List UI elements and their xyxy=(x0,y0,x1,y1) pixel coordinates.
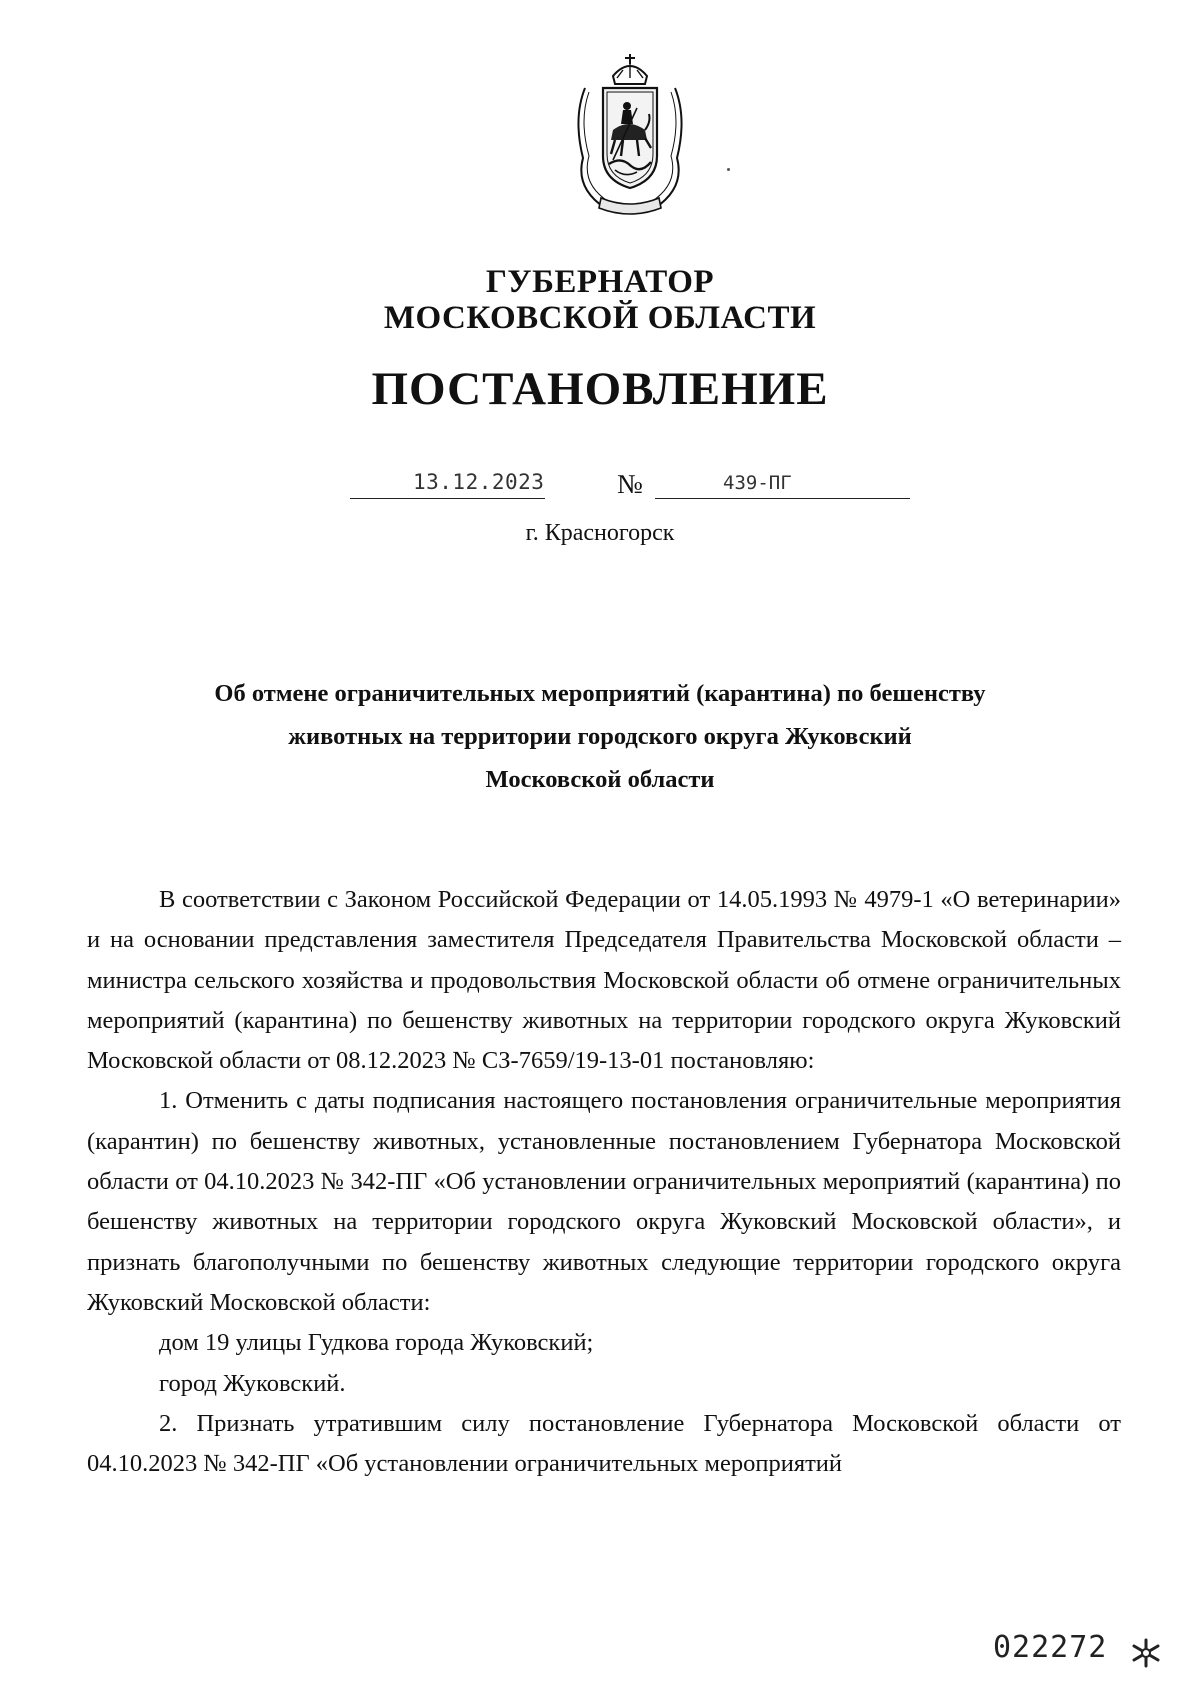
date-underline xyxy=(350,498,545,499)
document-body xyxy=(87,880,1121,1484)
item-1-paragraph: 1. Отменить с даты подписания настоящего постановления ограничительные мероприятия (карантин) по бешенству животных, установленные постановлением Губернатора Московской области от 04.10.2023 № 342-ПГ «Об установлении ограничительных мероприятий (карантина) по бешенству животных на территории городского округа Жуковский Московской области», и признать благополучными по бешенству животных следующие территории городского округа Жуковский Московской области: xyxy=(87,1087,1121,1316)
preamble-paragraph: В соответствии с Законом Российской Федерации от 14.05.1993 № 4979-1 «О ветеринарии» и на основании представления заместителя Председателя Правительства Московской области – министра сельского хозяйства и продовольствия Московской области об отмене ограничительных мероприятий (карантина) по бешенству животных на территории городского округа Жуковский Московской области от 08.12.2023 № СЗ-7659/19-13-01 постановляю: xyxy=(87,886,1121,1075)
document-type-title: ПОСТАНОВЛЕНИЕ xyxy=(371,363,829,415)
territory-list-item: город Жуковский. xyxy=(159,1369,346,1397)
document-date: 13.12.2023 xyxy=(413,470,545,494)
subject-line: Московской области xyxy=(485,766,715,793)
subject-line: Об отмене ограничительных мероприятий (карантина) по бешенству xyxy=(214,680,986,707)
moscow-oblast-coat-of-arms-emblem xyxy=(565,48,695,218)
document-subject xyxy=(140,672,1060,801)
authority-title-line1: ГУБЕРНАТОР xyxy=(485,264,715,300)
item-2-paragraph: 2. Признать утратившим силу постановление Губернатора Московской области от 04.10.2023 № 342-ПГ «Об установлении ограничительных мероприятий xyxy=(87,1409,1121,1478)
territory-list-item: дом 19 улицы Гудкова города Жуковский; xyxy=(159,1329,594,1357)
form-serial-number: 022272 xyxy=(993,1630,1108,1665)
authority-title-line2: МОСКОВСКОЙ ОБЛАСТИ xyxy=(383,300,817,336)
city-of-issue: г. Красногорск xyxy=(525,520,675,546)
number-sign: № xyxy=(617,469,643,499)
document-number: 439-ПГ xyxy=(723,472,792,494)
subject-line: животных на территории городского округа Жуковский xyxy=(288,723,912,750)
scan-speck xyxy=(727,168,730,171)
number-underline xyxy=(655,498,910,499)
asterisk-mark-icon xyxy=(1130,1637,1162,1669)
